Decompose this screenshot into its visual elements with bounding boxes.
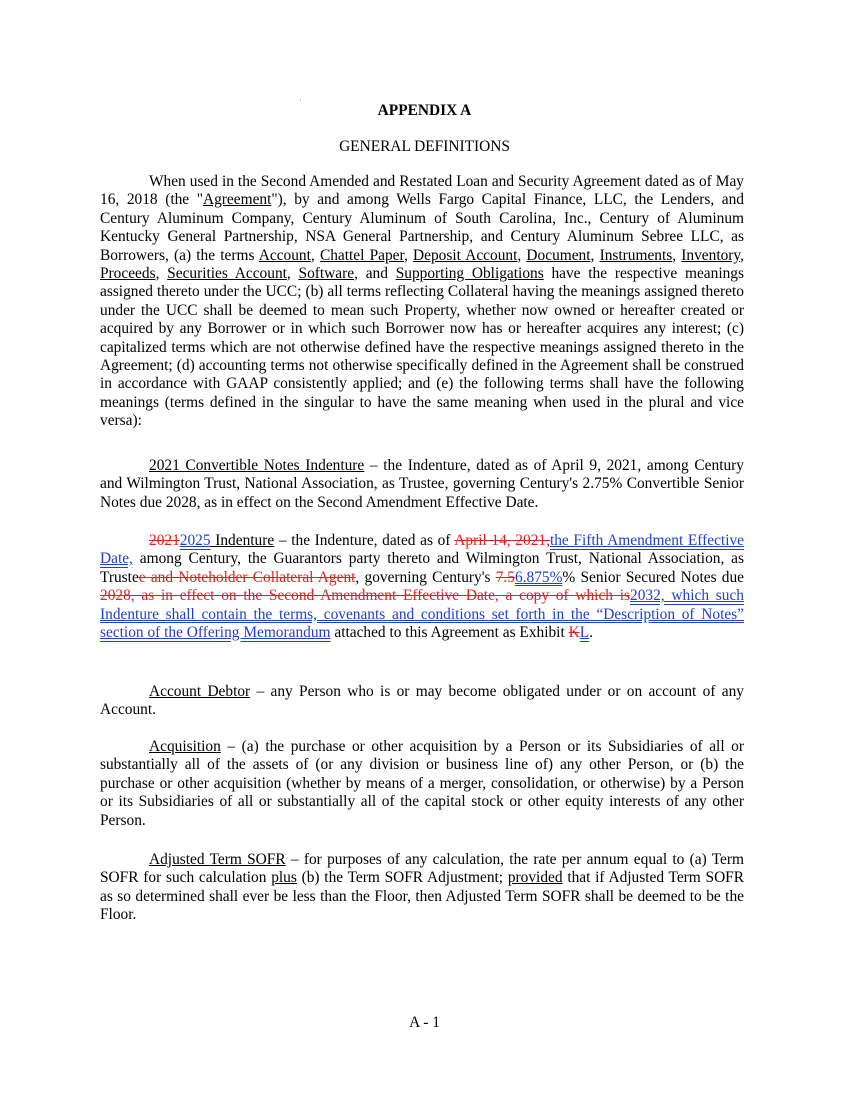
definition-2021-convertible-notes: 2021 Convertible Notes Indenture – the Indenture, dated as of April 9, 2021, among Century and Wilmington Trust, National Association, as Trustee, governing Century's 2.75% Convertible Senior Notes due 2028, as in effect on the Second Amendment Effective Date. — [100, 457, 744, 511]
deleted-text: e and Noteholder Collateral Agent — [138, 568, 356, 586]
definition-account-debtor: Account Debtor – any Person who is or may become obligated under or on account of any Account. — [100, 683, 744, 719]
term-instruments: Instruments — [599, 246, 673, 264]
term-document: Document — [526, 246, 591, 264]
term-software: Software — [298, 265, 355, 283]
deleted-text: K — [568, 624, 580, 642]
term-account: Account — [258, 246, 311, 264]
deleted-text: 2021 — [149, 532, 180, 549]
definition-term: Acquisition — [149, 738, 221, 755]
page-number: A - 1 — [409, 1014, 440, 1031]
term-securities-account: Securities Account — [167, 265, 287, 283]
inserted-text: L — [579, 624, 590, 642]
deleted-text: 2028, as in effect on the Second Amendment Effective Date, a copy of which is — [100, 587, 631, 605]
section-subtitle: GENERAL DEFINITIONS — [339, 138, 510, 155]
inserted-text: 2025 — [179, 532, 211, 549]
term-agreement: Agreement — [203, 191, 272, 209]
term-chattel-paper: Chattel Paper — [319, 246, 404, 264]
definition-term: Account Debtor — [149, 683, 251, 700]
term-inventory: Inventory — [681, 246, 741, 264]
deleted-text: April 14, 2021, — [454, 532, 550, 549]
inserted-text: 2032, which such Indenture shall contain the terms, covenants and conditions set forth in the “Description of Notes” section of the Offering Memorandum — [100, 587, 744, 642]
intro-paragraph: When used in the Second Amended and Restated Loan and Security Agreement dated as of May 16, 2018 (the "Agreement"), by and among Wells Fargo Capital Finance, LLC, the Lenders, and Century Aluminum Company, Century Aluminum of South Carolina, Inc., Century of Aluminum Kentucky General Partnership, NSA General Partnership, and Century Aluminum Sebree LLC, as Borrowers, (a) the terms Account, Chattel Paper, Deposit Account, Document, Instruments, Inventory, Proceeds, Securities Account, Software, and Supporting Obligations have the respective meanings assigned thereto under the UCC; (b) all terms reflecting Collateral having the meanings assigned thereto under the UCC shall be deemed to mean such Property, whether now owned or hereafter created or acquired by any Borrower or in which such Borrower now has or hereafter acquires any interest; (c) capitalized terms which are not otherwise defined have the respective meanings assigned thereto in the Agreement; (d) accounting terms not otherwise specifically defined in the Agreement shall be construed in accordance with GAAP consistently applied; and (e) the following terms shall have the following meanings (terms defined in the singular to have the same meaning when used in the plural and vice versa): — [100, 173, 744, 430]
inserted-text: the Fifth Amendment Effective Date, — [100, 532, 745, 568]
term-proceeds: Proceeds — [100, 265, 156, 283]
definition-adjusted-term-sofr: Adjusted Term SOFR – for purposes of any calculation, the rate per annum equal to (a) Term SOFR for such calculation plus (b) the Term SOFR Adjustment; provided that if Adjusted Term SOFR as so determined shall ever be less than the Floor, then Adjusted Term SOFR shall be deemed to be the Floor. — [100, 851, 745, 924]
inserted-text: 6.875% — [514, 568, 563, 586]
definition-term: 2021 Convertible Notes Indenture — [149, 457, 365, 474]
definition-term: Adjusted Term SOFR — [149, 851, 286, 868]
scan-mark — [300, 99, 301, 100]
term-deposit-account: Deposit Account — [413, 246, 518, 264]
definition-2025-indenture: 20212025 Indenture – the Indenture, dated as of April 14, 2021,the Fifth Amendment Effective Date, among Century, the Guarantors party thereto and Wilmington Trust, National Association, as Trustee and Noteholder Collateral Agent, governing Century's 7.56.875%% Senior Secured Notes due 2028, as in effect on the Second Amendment Effective Date, a copy of which is2032, which such Indenture shall contain the terms, covenants and conditions set forth in the “Description of Notes” section of the Offering Memorandum attached to this Agreement as Exhibit KL. — [100, 532, 745, 642]
appendix-title: APPENDIX A — [377, 102, 472, 119]
deleted-text: 7.5 — [495, 568, 515, 586]
term-supporting-obligations: Supporting Obligations — [395, 265, 544, 283]
definition-acquisition: Acquisition – (a) the purchase or other acquisition by a Person or its Subsidiaries of all or substantially all of the assets of (or any division or business line of) any other Person, or (b) the purchase or other acquisition (whether by means of a merger, consolidation, or otherwise) by a Person or its Subsidiaries of all or substantially all of the capital stock or other equity interests of any other Person. — [100, 738, 744, 829]
